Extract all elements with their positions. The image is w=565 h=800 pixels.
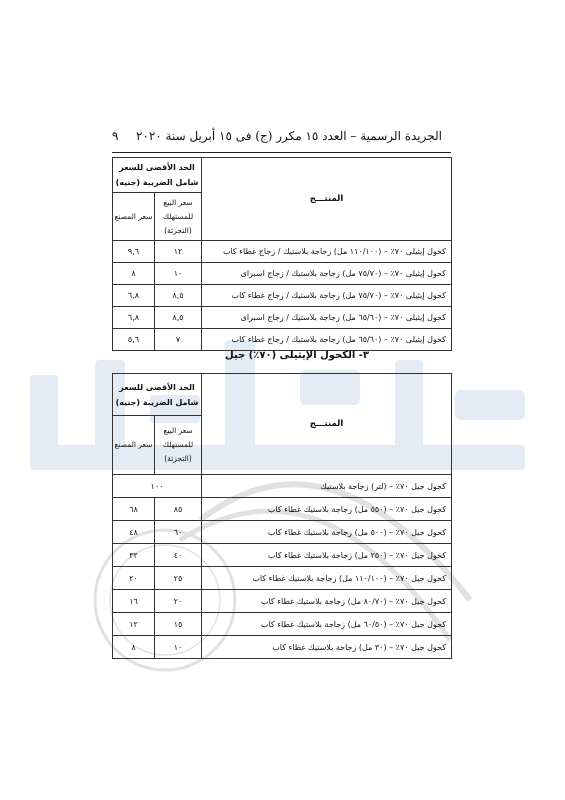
factory-price-cell: ٤٨ [113,521,155,544]
page-header [112,129,442,147]
table-row [113,613,452,636]
product-cell: كحول إيثيلى ٧٠٪ – (٦٥/٦٠ مل) زجاجة بلاستيك / زجاج اسبراى [202,307,452,329]
factory-price-cell: ٩,٦ [113,241,155,263]
table-row [113,636,452,659]
consumer-price-cell: ١٠ [155,636,202,659]
consumer-price-cell: ٨,٥ [155,307,202,329]
header-title: الجريدة الرسمية – العدد ١٥ مكرر (ج) فى ١٥ أبريل سنة ٢٠٢٠ [135,129,442,143]
factory-price-cell: ١٦ [113,590,155,613]
product-cell: كحول إيثيلى ٧٠٪ – (١١٠/١٠٠ مل) زجاجة بلاستيك / زجاج غطاء كاب [202,241,452,263]
consumer-price-cell: ١٢ [155,241,202,263]
product-cell: كحول جيل ٧٠٪ – (٢٥٠ مل) زجاجة بلاستيك غطاء كاب [202,544,452,567]
column-header-max-price: الحد الأقصى للسعر شامل الضريبة (جنيه) [113,374,202,416]
product-cell: كحول إيثيلى ٧٠٪ – (٧٥/٧٠ مل) زجاجة بلاستيك / زجاج غطاء كاب [202,285,452,307]
consumer-price-cell: ١٥ [155,613,202,636]
factory-price-cell: ٢٠ [113,567,155,590]
table-row [113,475,452,498]
table-row [113,590,452,613]
table-row [113,498,452,521]
factory-price-cell: ٥,٦ [113,329,155,351]
column-header-product: المنتـــج [202,158,452,241]
product-cell: كحول جيل ٧٠٪ – (٣٠ مل) زجاجة بلاستيك غطاء كاب [202,636,452,659]
consumer-price-cell: ٦٠ [155,521,202,544]
column-header-product: المنتـــج [202,374,452,475]
factory-price-cell: ٣٢ [113,544,155,567]
product-cell: كحول جيل ٧٠٪ – (٥٠٠ مل) زجاجة بلاستيك غطاء كاب [202,521,452,544]
consumer-price-cell: ٢٥ [155,567,202,590]
table-row [113,307,452,329]
factory-price-cell: ٨ [113,263,155,285]
product-cell: كحول جيل ٧٠٪ – (لتر) زجاجة بلاستيك [202,475,452,498]
consumer-price-cell: ١٠٠ [113,475,202,498]
product-cell: كحول إيثيلى ٧٠٪ – (٦٥/٦٠ مل) زجاجة بلاستيك / زجاج غطاء كاب [202,329,452,351]
consumer-price-cell: ٧ [155,329,202,351]
factory-price-cell: ٦,٨ [113,307,155,329]
product-cell: كحول إيثيلى ٧٠٪ – (٧٥/٧٠ مل) زجاجة بلاستيك / زجاج اسبراى [202,263,452,285]
consumer-price-cell: ١٠ [155,263,202,285]
table-row [113,567,452,590]
consumer-price-cell: ٨,٥ [155,285,202,307]
table-row [113,544,452,567]
consumer-price-cell: ٤٠ [155,544,202,567]
consumer-price-cell: ٨٥ [155,498,202,521]
section-title: ٣- الكحول الإيثيلى (٧٠٪) جيل [224,350,369,361]
column-header-consumer-price: سعر البيع للمستهلك (التجزئة) [155,193,202,241]
factory-price-cell: ٨ [113,636,155,659]
product-cell: كحول جيل ٧٠٪ – (٥٥٠ مل) زجاجة بلاستيك غطاء كاب [202,498,452,521]
page-number: ٩ [112,129,119,143]
column-header-factory-price: سعر المصنع [113,193,155,241]
column-header-max-price: الحد الأقصى للسعر شامل الضريبة (جنيه) [113,158,202,193]
table-row [113,263,452,285]
price-table-ethyl-alcohol [112,157,452,351]
table-row [113,241,452,263]
product-cell: كحول جيل ٧٠٪ – (١١٠/١٠٠ مل) زجاجة بلاستيك غطاء كاب [202,567,452,590]
table-row [113,521,452,544]
column-header-factory-price: سعر المصنع [113,416,155,475]
factory-price-cell: ٦,٨ [113,285,155,307]
header-rule [112,152,451,153]
factory-price-cell: ٦٨ [113,498,155,521]
price-table-gel-alcohol [112,373,452,659]
consumer-price-cell: ٢٠ [155,590,202,613]
factory-price-cell: ١٢ [113,613,155,636]
product-cell: كحول جيل ٧٠٪ – (٨٠/٧٠ مل) زجاجة بلاستيك غطاء كاب [202,590,452,613]
table-row [113,329,452,351]
product-cell: كحول جيل ٧٠٪ – (٦٠/٥٠ مل) زجاجة بلاستيك غطاء كاب [202,613,452,636]
column-header-consumer-price: سعر البيع للمستهلك (التجزئة) [155,416,202,475]
table-row [113,285,452,307]
